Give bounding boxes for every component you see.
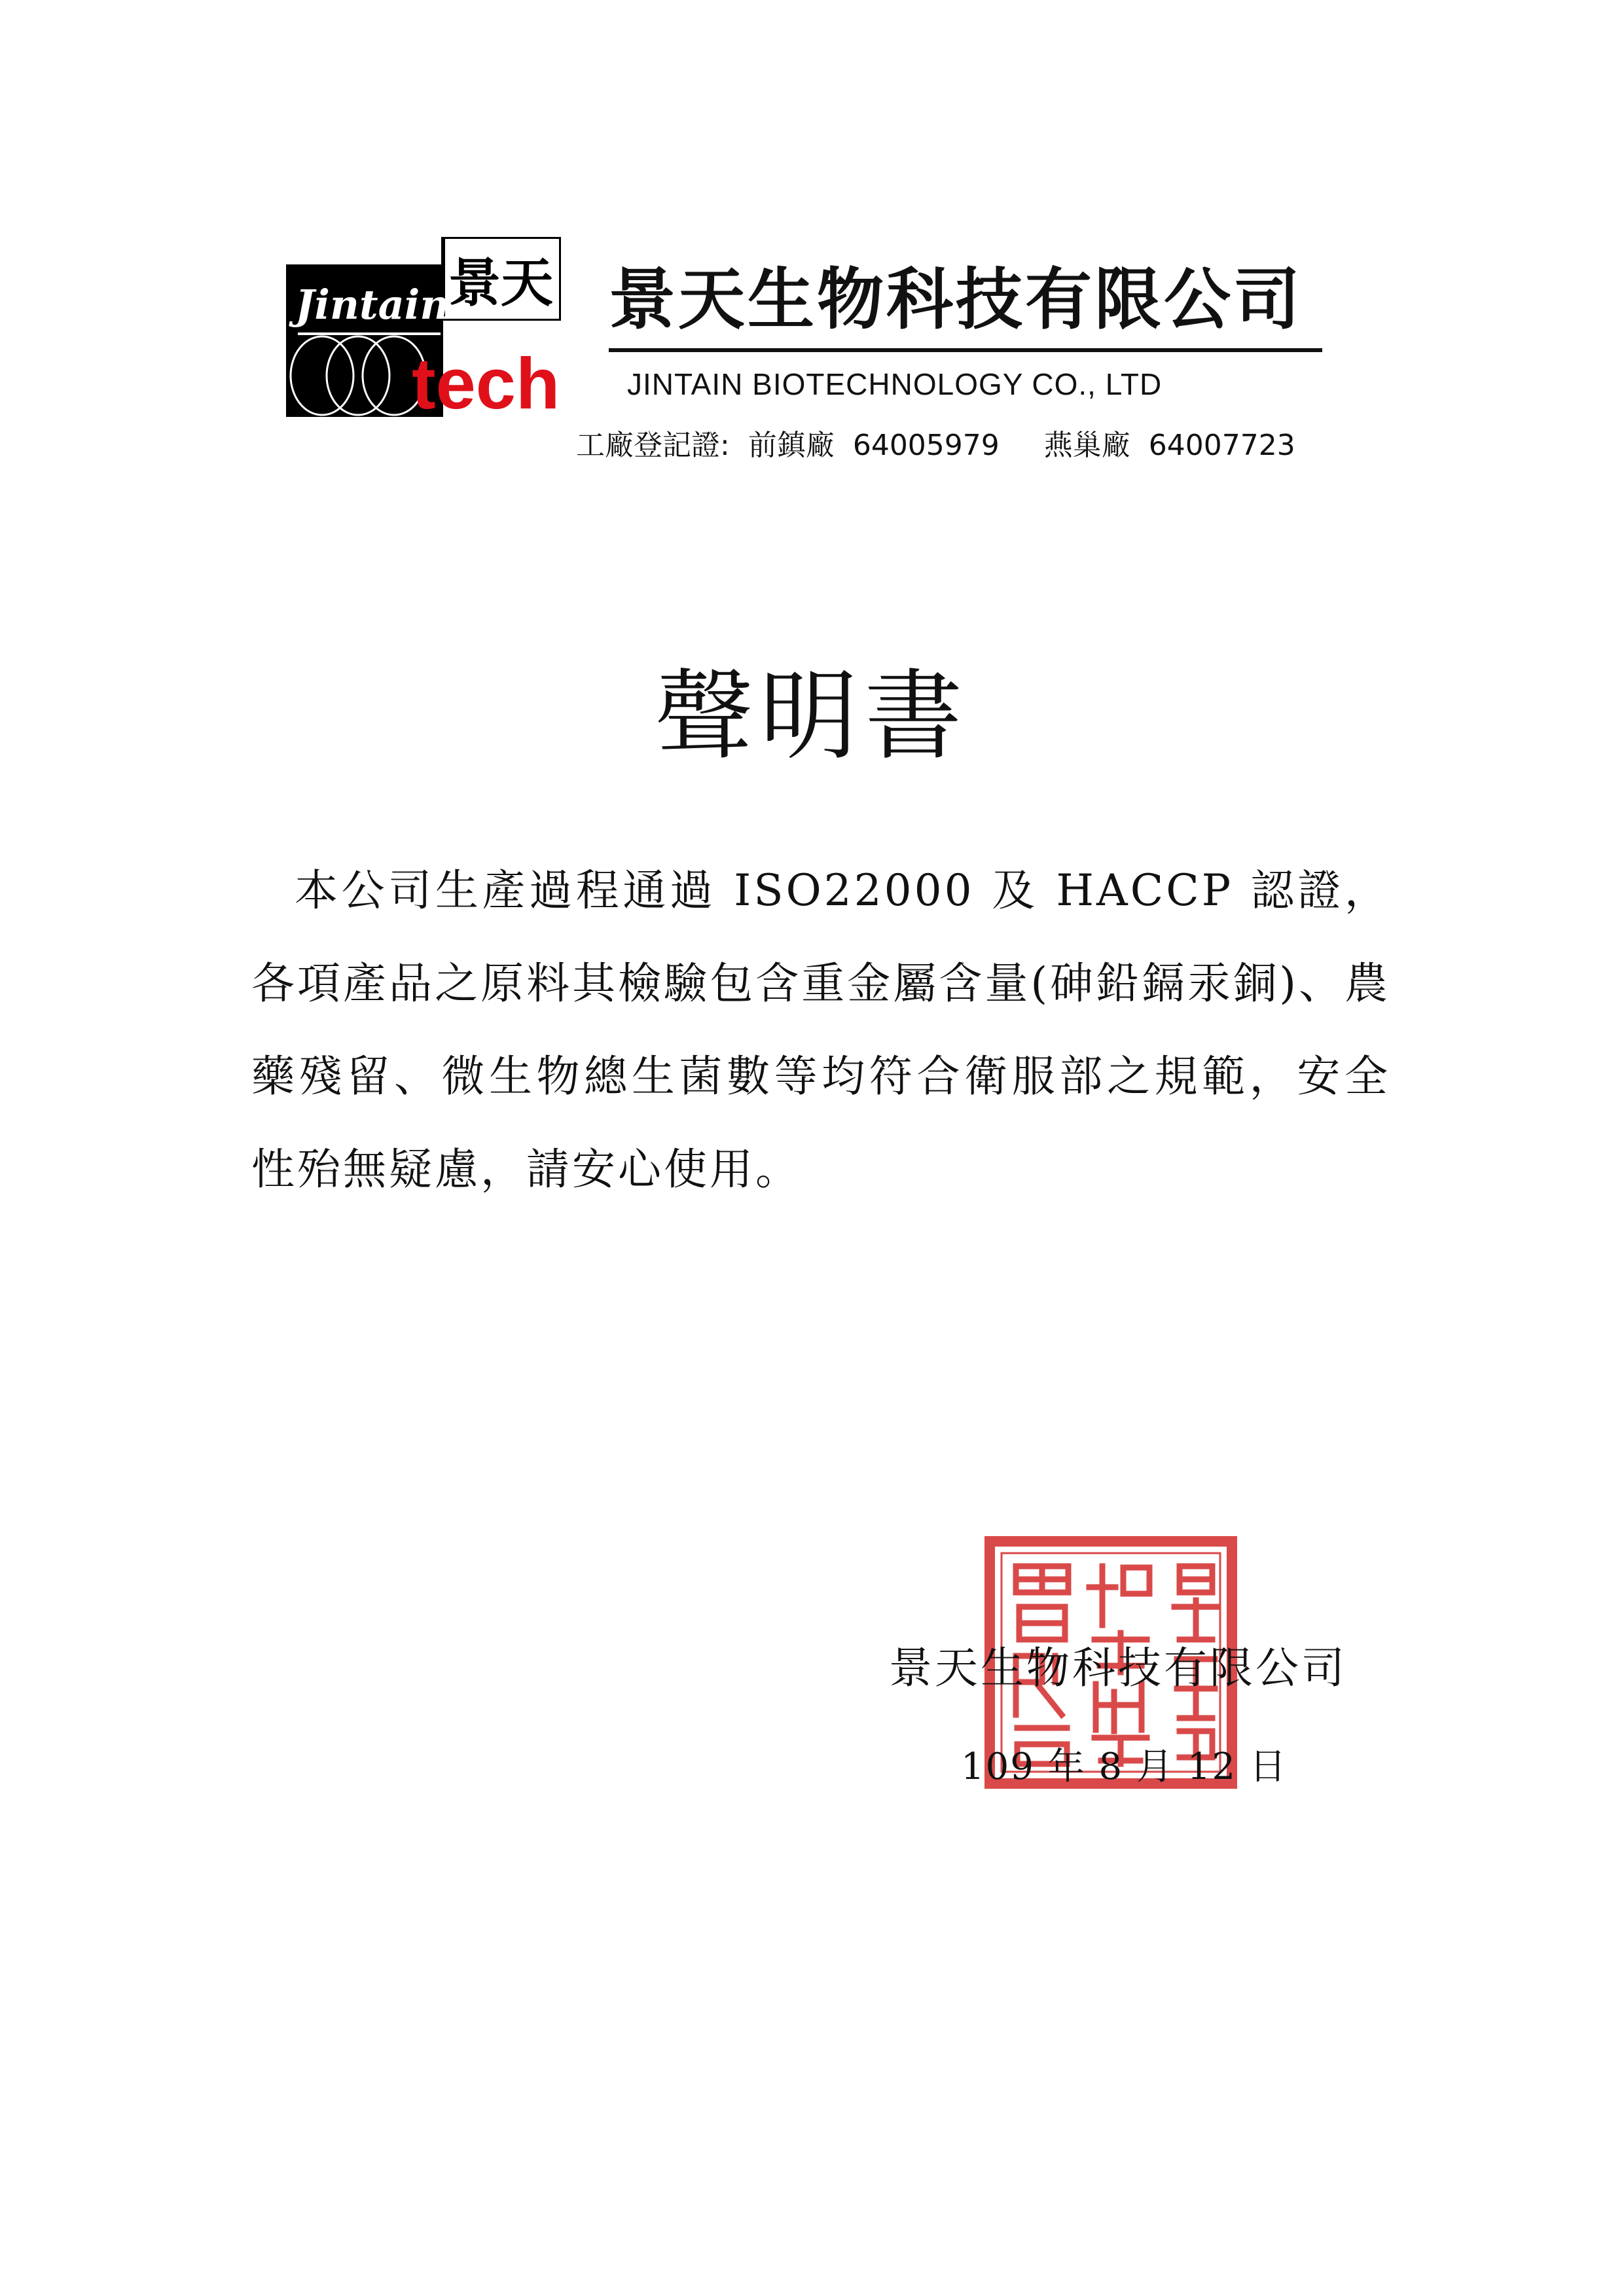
company-logo	[286, 237, 561, 417]
logo-brand-tech: tech	[412, 344, 560, 417]
company-name-en: JINTAIN BIOTECHNOLOGY CO., LTD	[627, 367, 1163, 401]
logo-brand-cn: 景天	[448, 253, 553, 314]
factory2-name: 燕巢廠	[1043, 429, 1130, 462]
registration-label: 工廠登記證:	[576, 429, 730, 462]
header-divider	[609, 348, 1322, 352]
factory1-number: 64005979	[852, 429, 1000, 462]
signature-date: 109 年 8 月 12 日	[961, 1746, 1288, 1788]
logo-brand-script: Jintain	[295, 281, 450, 329]
document-title: 聲明書	[655, 660, 969, 774]
document-body: 本公司生產過程通過 ISO22000 及 HACCP 認證，各項產品之原料其檢驗包含重金屬含量(砷鉛鎘汞銅)、農藥殘留、微生物總生菌數等均符合衛服部之規範，安全性殆無疑慮，請安心使用。	[251, 865, 1390, 1194]
signature-company: 景天生物科技有限公司	[889, 1643, 1347, 1693]
logo-graphic	[286, 237, 561, 417]
factory2-number: 64007723	[1148, 429, 1295, 462]
registration-line	[576, 422, 1305, 463]
factory1-name: 前鎮廠	[748, 429, 835, 462]
company-name-cn: 景天生物科技有限公司	[609, 261, 1303, 339]
